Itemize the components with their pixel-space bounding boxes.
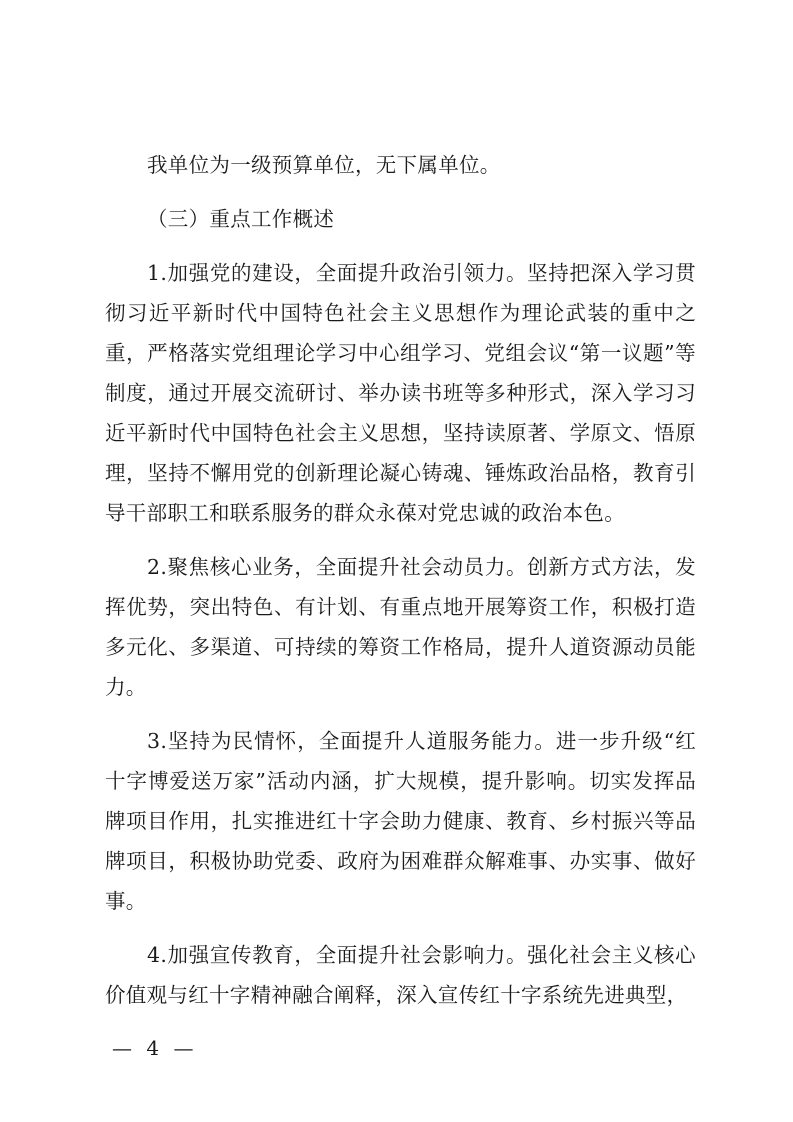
paragraph-unit-statement: 我单位为一级预算单位，无下属单位。	[147, 153, 501, 177]
paragraph-publicity-education: 4.加强宣传教育，全面提升社会影响力。强化社会主义核心价值观与红十字精神融合阐释，深入宣传红十字系统先进典型，	[105, 943, 696, 1007]
page-number: — 4 —	[112, 1036, 198, 1060]
paragraph-core-business: 2.聚焦核心业务，全面提升社会动员力。创新方式方法，发挥优势，突出特色、有计划、有重点地开展筹资工作，积极打造多元化、多渠道、可持续的筹资工作格局，提升人道资源动员能力。	[105, 555, 696, 699]
document-body	[105, 145, 696, 1015]
paragraph-humanitarian-service: 3.坚持为民情怀，全面提升人道服务能力。进一步升级“红十字博爱送万家”活动内涵，扩大规模，提升影响。切实发挥品牌项目作用，扎实推进红十字会助力健康、教育、乡村振兴等品牌项目，积极协助党委、政府为困难群众解难事、办实事、做好事。	[105, 729, 696, 913]
section-heading-key-work-overview: （三）重点工作概述	[147, 207, 335, 231]
paragraph-party-building: 1.加强党的建设，全面提升政治引领力。坚持把深入学习贯彻习近平新时代中国特色社会主义思想作为理论武装的重中之重，严格落实党组理论学习中心组学习、党组会议“第一议题”等制度，通过开展交流研讨、举办读书班等多种形式，深入学习习近平新时代中国特色社会主义思想，坚持读原著、学原文、悟原理，坚持不懈用党的创新理论凝心铸魂、锤炼政治品格，教育引导干部职工和联系服务的群众永葆对党忠诚的政治本色。	[105, 261, 696, 525]
